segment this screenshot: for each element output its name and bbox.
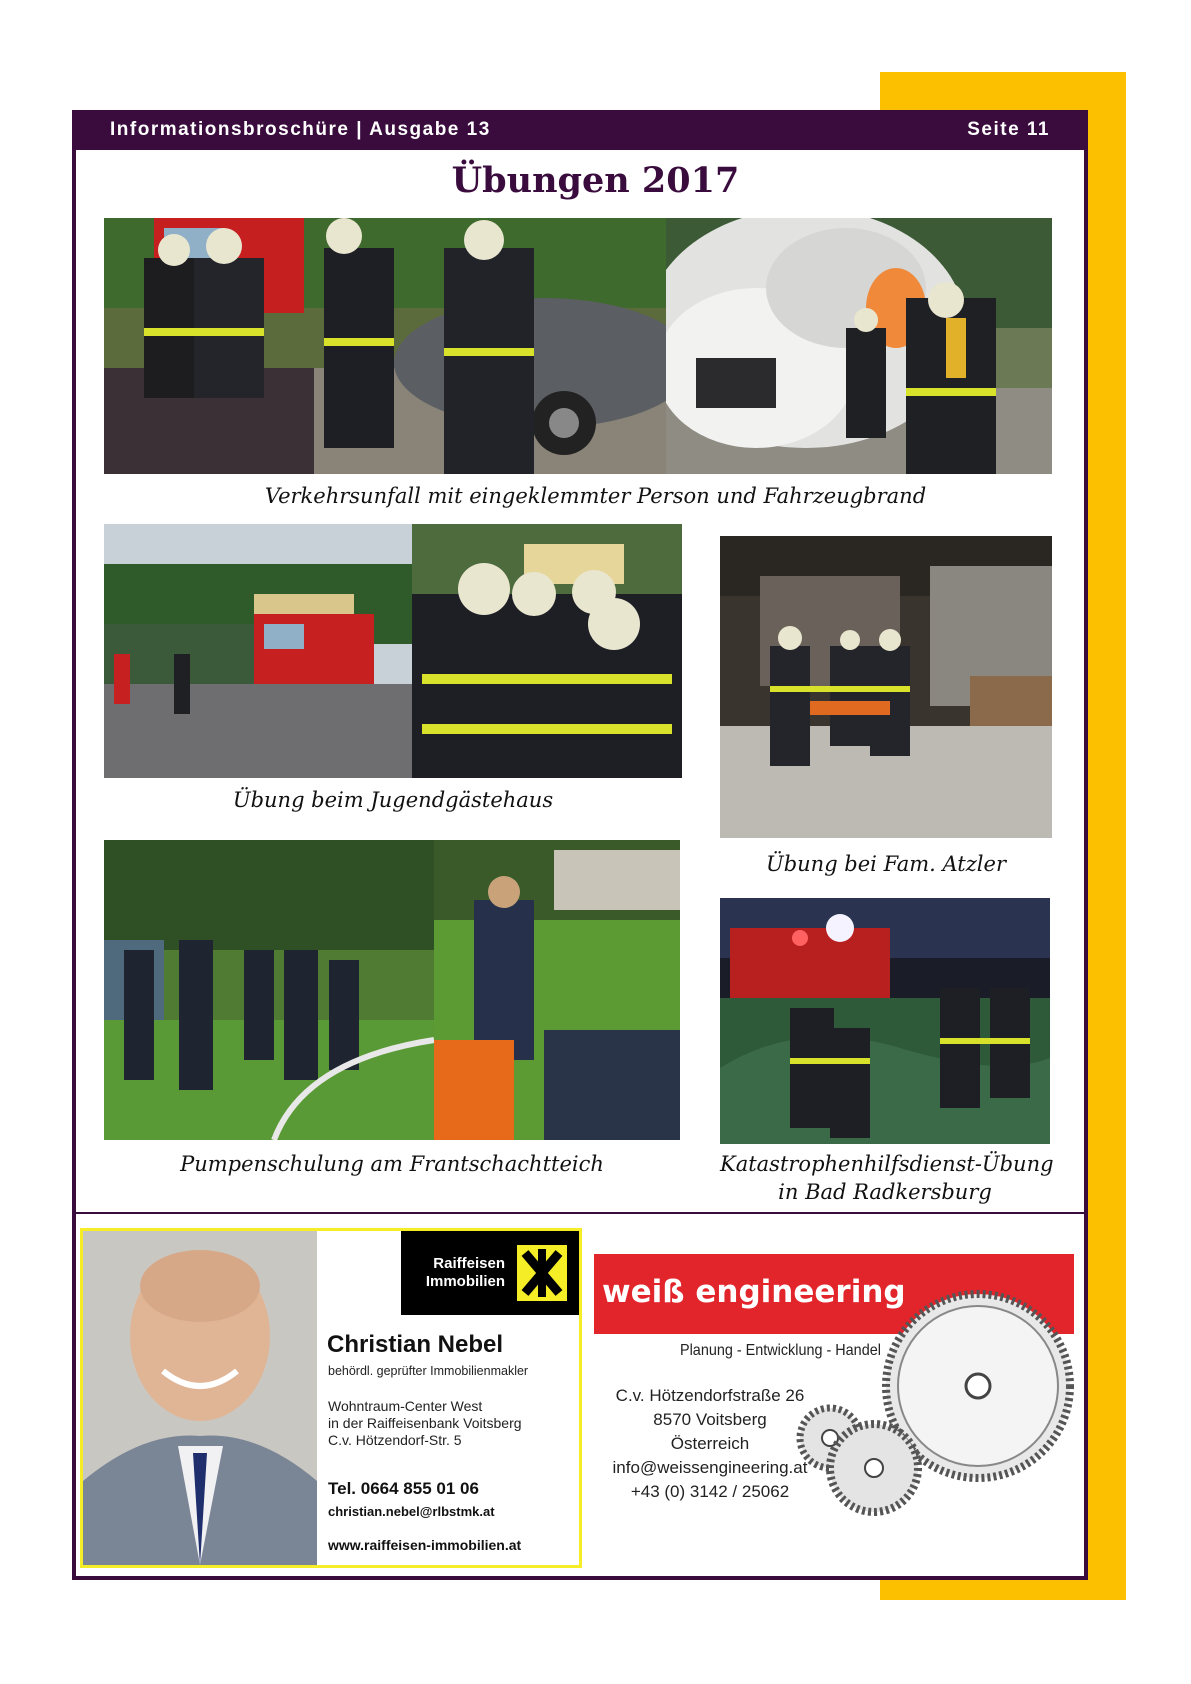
weiss-company-name: weiß engineering: [602, 1274, 906, 1310]
caption-katastrophenhilfsdienst-line2: in Bad Radkersburg: [778, 1180, 992, 1204]
photo-traffic-accident: [104, 218, 666, 474]
agent-name: Christian Nebel: [327, 1331, 504, 1358]
agent-address: [328, 1398, 522, 1449]
agent-website: www.raiffeisen-immobilien.at: [328, 1537, 522, 1553]
weiss-address: [606, 1384, 814, 1504]
caption-katastrophenhilfsdienst-line1: Katastrophenhilfsdienst-Übung: [720, 1152, 1054, 1176]
raiffeisen-logo-line2: Immobilien: [425, 1273, 505, 1290]
ad-weiss-engineering: [594, 1254, 1074, 1524]
agent-address-line2: in der Raiffeisenbank Voitsberg: [328, 1415, 522, 1431]
ad-raiffeisen-immobilien: [80, 1228, 582, 1568]
weiss-tagline: Planung - Entwicklung - Handel: [680, 1342, 881, 1359]
raiffeisen-gable-cross-icon: [517, 1245, 567, 1301]
caption-pumpenschulung: Pumpenschulung am Frantschachtteich: [180, 1152, 604, 1176]
header-publication: Informationsbroschüre | Ausgabe 13: [110, 119, 491, 140]
gears-icon: [790, 1254, 1074, 1524]
page-title: Übungen 2017: [451, 160, 740, 201]
weiss-address-line3: Österreich: [670, 1434, 750, 1453]
caption-jugendgaestehaus: Übung beim Jugendgästehaus: [232, 788, 554, 812]
weiss-address-line1: C.v. Hötzendorfstraße 26: [615, 1386, 805, 1405]
photo-vehicle-fire: [666, 218, 1052, 474]
header-bar: [72, 110, 1088, 150]
agent-phone: Tel. 0664 855 01 06: [328, 1479, 479, 1498]
weiss-address-line2: 8570 Voitsberg: [653, 1410, 767, 1429]
caption-atzler: Übung bei Fam. Atzler: [766, 852, 1006, 876]
raiffeisen-logo: [401, 1231, 579, 1315]
photo-atzler: [720, 536, 1052, 838]
weiss-email: info@weissengineering.at: [612, 1458, 808, 1477]
portrait-photo: [83, 1231, 317, 1565]
weiss-phone: +43 (0) 3142 / 25062: [630, 1482, 790, 1501]
agent-address-line3: C.v. Hötzendorf-Str. 5: [328, 1432, 462, 1448]
photo-pumpenschulung: [104, 840, 680, 1140]
raiffeisen-logo-line1: Raiffeisen: [433, 1255, 505, 1272]
agent-address-line1: Wohntraum-Center West: [328, 1398, 483, 1414]
section-divider: [76, 1212, 1084, 1214]
header-page-number: Seite 11: [967, 119, 1050, 140]
caption-traffic-accident: Verkehrsunfall mit eingeklemmter Person und Fahrzeugbrand: [264, 484, 927, 508]
photo-jugendgaestehaus: [104, 524, 682, 778]
agent-title: behördl. geprüfter Immobilienmakler: [328, 1364, 529, 1378]
photo-katastrophenhilfsdienst: [720, 898, 1050, 1144]
agent-email: christian.nebel@rlbstmk.at: [328, 1504, 495, 1519]
